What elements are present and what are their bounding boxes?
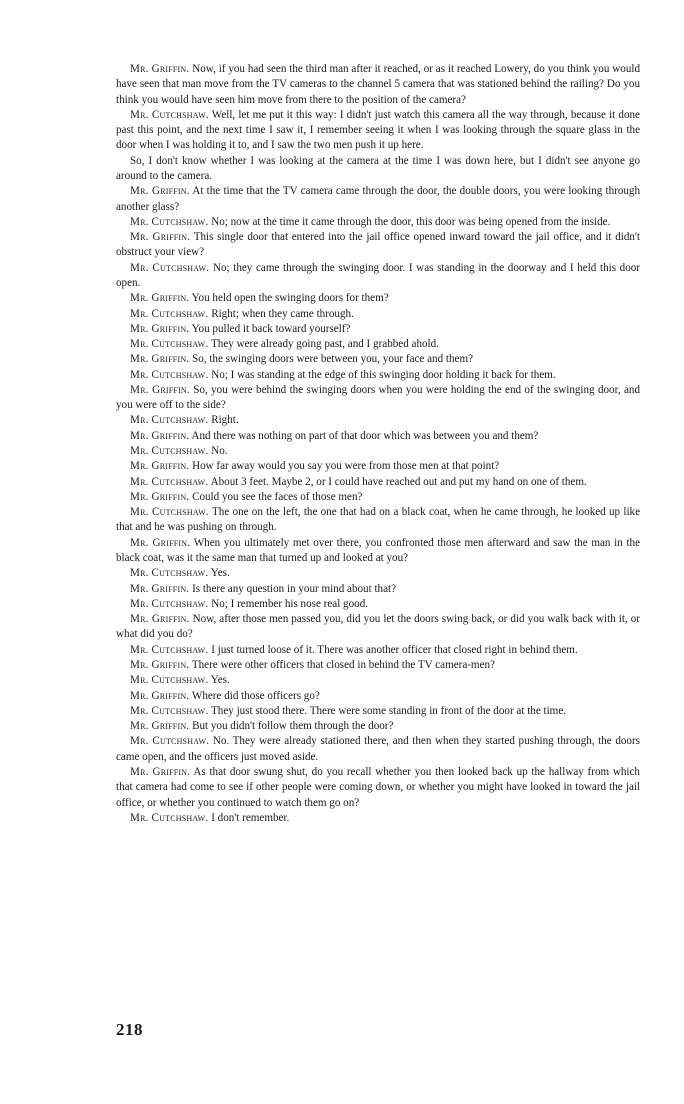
speaker-name: Mr. Cutchshaw. [130,108,209,121]
transcript-paragraph [116,322,640,337]
speaker-name: Mr. Griffin. [130,429,190,442]
speaker-name: Mr. Griffin. [130,185,190,198]
paragraph-text: But you didn't follow them through the door? [192,720,394,733]
transcript-paragraph [116,337,640,352]
transcript-paragraph [116,658,640,673]
paragraph-text: You held open the swinging doors for them? [191,292,389,305]
paragraph-text: Where did those officers go? [191,689,320,702]
paragraph-text: No. They were already stationed there, and then when they started pushing through, the doors came open, and the officers just moved aside. [116,735,640,763]
transcript-paragraph [116,505,640,536]
paragraph-text: No; I was standing at the edge of this swinging door holding it back for them. [211,368,556,381]
speaker-name: Mr. Griffin. [130,582,190,595]
paragraph-text: So, the swinging doors were between you, your face and them? [192,353,474,366]
speaker-name: Mr. Cutchshaw. [130,674,209,687]
paragraph-text: Well, let me put it this way: I didn't just watch this camera all the way through, because it done past this point, and the next time I saw it, I remember seeing it when I was looking through the square glass in the door when I was holding it to, and I saw the two men push it up here. [116,108,640,152]
transcript-paragraph [116,704,640,719]
paragraph-text: As that door swung shut, do you recall whether you then looked back up the hallway from which that camera had come to see if other people were coming down, or whether you might have looked in toward the jail office, or whether you continued to watch them go on? [116,765,640,809]
speaker-name: Mr. Cutchshaw. [130,215,209,228]
speaker-name: Mr. Cutchshaw. [130,811,209,824]
speaker-name: Mr. Cutchshaw. [130,261,210,274]
paragraph-text: Right. [211,414,239,427]
paragraph-text: So, I don't know whether I was looking at the camera at the time I was down here, but I didn't see anyone go around to the camera. [116,154,640,182]
transcript-paragraph [116,352,640,367]
paragraph-text: No. [211,445,228,458]
transcript-paragraph [116,215,640,230]
speaker-name: Mr. Cutchshaw. [130,567,209,580]
transcript-paragraph [116,536,640,567]
transcript-paragraph [116,383,640,414]
transcript-paragraph [116,413,640,428]
transcript-body [116,62,640,826]
paragraph-text: Could you see the faces of those men? [192,490,363,503]
paragraph-text: How far away would you say you were from those men at that point? [192,460,500,473]
speaker-name: Mr. Griffin. [130,613,190,626]
paragraph-text: I just turned loose of it. There was another officer that closed right in behind them. [211,643,578,656]
transcript-paragraph [116,566,640,581]
transcript-paragraph [116,475,640,490]
paragraph-text: Yes. [210,567,230,580]
speaker-name: Mr. Cutchshaw. [130,445,209,458]
transcript-paragraph [116,597,640,612]
transcript-paragraph [116,734,640,765]
speaker-name: Mr. Griffin. [130,658,190,671]
speaker-name: Mr. Cutchshaw. [130,735,210,748]
transcript-paragraph [116,459,640,474]
paragraph-text: And there was nothing on part of that door which was between you and them? [191,429,539,442]
transcript-paragraph [116,429,640,444]
paragraph-text: Yes. [210,674,230,687]
speaker-name: Mr. Griffin. [130,383,190,396]
transcript-paragraph [116,490,640,505]
transcript-paragraph [116,62,640,108]
paragraph-text: About 3 feet. Maybe 2, or I could have reached out and put my hand on one of them. [210,475,587,488]
transcript-paragraph [116,643,640,658]
transcript-paragraph [116,765,640,811]
speaker-name: Mr. Griffin. [130,231,191,244]
transcript-paragraph [116,444,640,459]
transcript-paragraph [116,719,640,734]
paragraph-text: Now, if you had seen the third man after it reached, or as it reached Lowery, do you think you would have seen that man move from the TV cameras to the channel 5 camera that was stationed behind the railing? Do you think you would have seen him move from there to the position of the camera? [116,63,640,106]
speaker-name: Mr. Cutchshaw. [130,506,209,519]
paragraph-text: They were already going past, and I grabbed ahold. [211,338,439,351]
transcript-paragraph [116,689,640,704]
transcript-paragraph [116,368,640,383]
paragraph-text: This single door that entered into the jail office opened inward toward the jail office, and it didn't obstruct your view? [116,231,640,259]
speaker-name: Mr. Cutchshaw. [130,475,209,488]
paragraph-text: I don't remember. [211,811,290,824]
transcript-paragraph [116,582,640,597]
paragraph-text: They just stood there. There were some standing in front of the door at the time. [211,704,567,717]
paragraph-text: The one on the left, the one that had on a black coat, when he came through, he looked up like that and he was pushing on through. [116,506,641,534]
paragraph-text: At the time that the TV camera came through the door, the double doors, you were looking through another glass? [116,185,641,213]
paragraph-text: When you ultimately met over there, you confronted those men afterward and saw the man in the black coat, was it the same man that turned up and looked at you? [116,536,641,564]
transcript-paragraph [116,291,640,306]
speaker-name: Mr. Griffin. [130,536,191,549]
speaker-name: Mr. Griffin. [130,490,190,503]
speaker-name: Mr. Griffin. [130,353,190,366]
speaker-name: Mr. Griffin. [130,720,190,733]
speaker-name: Mr. Griffin. [130,460,190,473]
paragraph-text: No; I remember his nose real good. [211,597,369,610]
speaker-name: Mr. Griffin. [130,63,190,75]
speaker-name: Mr. Cutchshaw. [130,414,209,427]
speaker-name: Mr. Cutchshaw. [130,643,209,656]
speaker-name: Mr. Cutchshaw. [130,597,209,610]
speaker-name: Mr. Cutchshaw. [130,704,209,717]
paragraph-text: There were other officers that closed in behind the TV camera-men? [191,658,495,671]
transcript-paragraph [116,261,640,292]
paragraph-text: Right; when they came through. [211,307,354,320]
speaker-name: Mr. Griffin. [130,322,190,335]
page-number: 218 [116,1020,143,1039]
paragraph-text: So, you were behind the swinging doors when you were holding the end of the swinging door, and you were off to the side? [116,383,641,412]
paragraph-text: Now, after those men passed you, did you let the doors swing back, or did you walk back with it, or what did you do? [116,613,640,641]
transcript-paragraph [116,673,640,688]
speaker-name: Mr. Cutchshaw. [130,338,209,351]
speaker-name: Mr. Griffin. [130,689,190,702]
transcript-paragraph [116,154,640,185]
speaker-name: Mr. Cutchshaw. [130,307,209,320]
paragraph-text: Is there any question in your mind about that? [192,582,397,595]
transcript-paragraph [116,108,640,154]
transcript-paragraph [116,230,640,261]
transcript-paragraph [116,184,640,215]
paragraph-text: No; now at the time it came through the door, this door was being opened from the inside. [211,215,611,228]
speaker-name: Mr. Griffin. [130,292,190,305]
transcript-paragraph [116,612,640,643]
paragraph-text: No; they came through the swinging door. I was standing in the doorway and I held this door open. [116,261,641,289]
speaker-name: Mr. Cutchshaw. [130,368,209,381]
speaker-name: Mr. Griffin. [130,765,191,778]
transcript-paragraph [116,307,640,322]
transcript-paragraph [116,811,640,826]
paragraph-text: You pulled it back toward yourself? [191,322,351,335]
